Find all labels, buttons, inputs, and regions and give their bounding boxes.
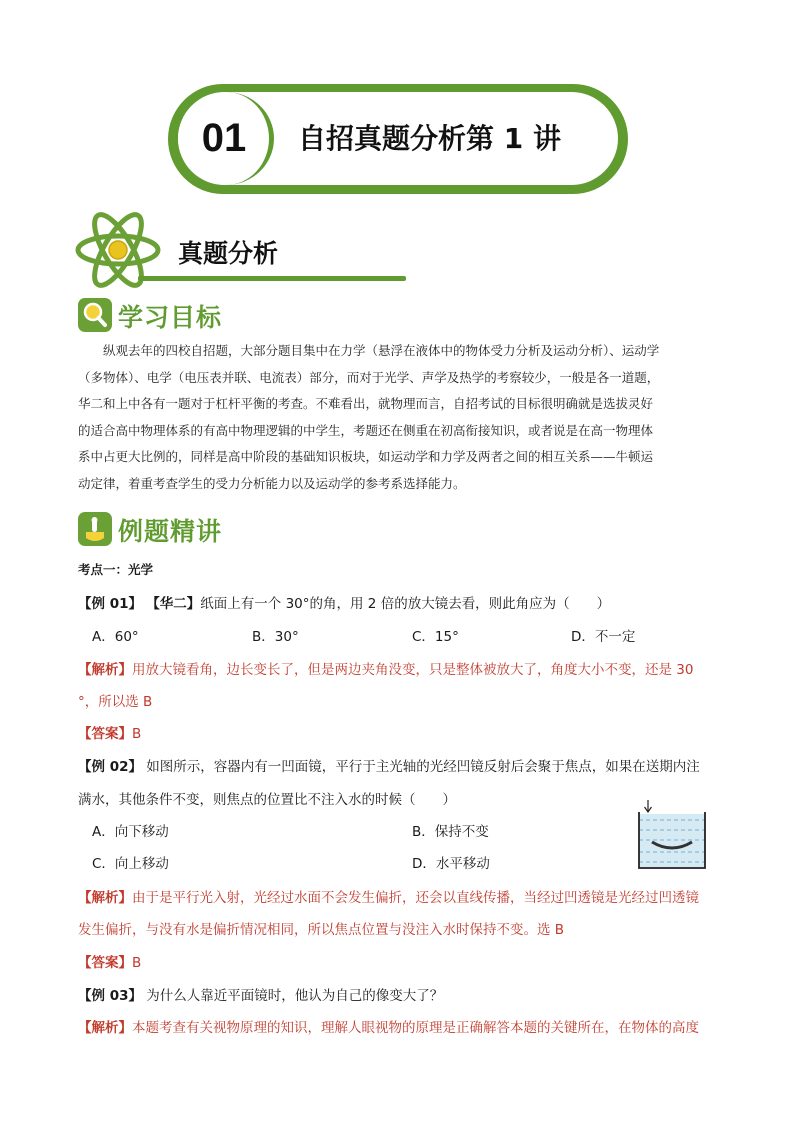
option-a: A．60° (92, 629, 139, 645)
example-3-analysis (78, 1016, 699, 1036)
option-d: D．水平移动 (412, 856, 490, 872)
analysis-text-cont: 发生偏折，与没有水是偏折情况相同，所以焦点位置与没注入水时保持不变。选 B (78, 922, 565, 938)
example-2-question (78, 755, 700, 775)
question-text: 纸面上有一个 30°的角，用 2 倍的放大镜去看，则此角应为（ ） (200, 596, 611, 612)
intro-line: 纵观去年的四校自招题，大部分题目集中在力学（悬浮在液体中的物体受力分析及运动分析）、运动学 (103, 343, 660, 358)
answer-value: B (132, 955, 142, 971)
analysis-label: 【解析】 (78, 1020, 132, 1036)
option-c: C．15° (412, 629, 459, 645)
answer-value: B (132, 726, 142, 742)
example-3-question (78, 984, 443, 1004)
option-b: B．保持不变 (412, 824, 489, 840)
section-title: 真题分析 (178, 239, 279, 268)
answer-label: 【答案】 (78, 955, 132, 971)
analysis-text: 由于是平行光入射，光经过水面不会发生偏折，还会以直线传播，当经过凹透镜是光经过凹透镜 (132, 890, 699, 906)
magnifier-icon (78, 298, 112, 332)
example-tag: 【例 01】 (78, 596, 142, 612)
examples-heading: 例题精讲 (118, 517, 223, 546)
example-2-analysis (78, 886, 699, 906)
intro-line: 系中占更大比例的，同样是高中阶段的基础知识板块，如运动学和力学及两者之间的相互关系——牛顿运 (78, 449, 654, 464)
question-text: 为什么人靠近平面镜时，他认为自己的像变大了？ (146, 988, 444, 1004)
learning-goals-heading: 学习目标 (118, 303, 223, 332)
topic-label: 考点一：光学 (78, 562, 154, 577)
learning-goals-text (78, 338, 718, 497)
example-tag: 【例 03】 (78, 988, 142, 1004)
arrow-down-icon (645, 800, 652, 812)
analysis-text-cont: °，所以选 B (78, 694, 153, 710)
example-1-analysis (78, 658, 693, 678)
intro-line: （多物体）、电学（电压表并联、电流表）部分，而对于光学、声学及热学的考察较少，一般是各一道题， (78, 369, 660, 385)
question-text-cont: 满水，其他条件不变，则焦点的位置比不注入水的时候（ ） (78, 792, 456, 808)
intro-line: 动定律，着重考查学生的受力分析能力以及运动学的参考系选择能力。 (78, 475, 466, 491)
option-d: D．不一定 (571, 629, 636, 645)
section-divider (138, 276, 406, 281)
question-text: 如图所示，容器内有一凹面镜，平行于主光轴的光经凹镜反射后会聚于焦点，如果在送期内注 (146, 759, 700, 775)
lecture-number: 01 (201, 116, 247, 160)
example-1-question (78, 592, 610, 612)
analysis-text: 用放大镜看角，边长变长了，但是两边夹角没变，只是整体被放大了，角度大小不变，还是 30 (132, 662, 694, 678)
lecture-title: 自招真题分析第 1 讲 (298, 122, 561, 155)
analysis-label: 【解析】 (78, 890, 132, 906)
analysis-text: 本题考查有关视物原理的知识，理解人眼视物的原理是正确解答本题的关键所在，在物体的高度 (132, 1020, 699, 1036)
concave-mirror-container-figure (632, 798, 714, 872)
example-2-answer (78, 951, 141, 971)
example-1-answer (78, 722, 141, 742)
hand-icon (78, 512, 112, 546)
analysis-label: 【解析】 (78, 662, 132, 678)
option-c: C．向上移动 (92, 856, 169, 872)
intro-line: 华二和上中各有一题对于杠杆平衡的考查。不难看出，就物理而言，自招考试的目标很明确就是选拔灵好 (78, 396, 654, 411)
school-tag: 【华二】 (146, 596, 201, 612)
example-tag: 【例 02】 (78, 759, 142, 775)
option-b: B．30° (252, 629, 299, 645)
answer-label: 【答案】 (78, 726, 132, 742)
option-a: A．向下移动 (92, 824, 169, 840)
intro-line: 的适合高中物理体系的有高中物理逻辑的中学生，考题还在侧重在初高衔接知识，或者说是在高一物理体 (78, 422, 654, 438)
